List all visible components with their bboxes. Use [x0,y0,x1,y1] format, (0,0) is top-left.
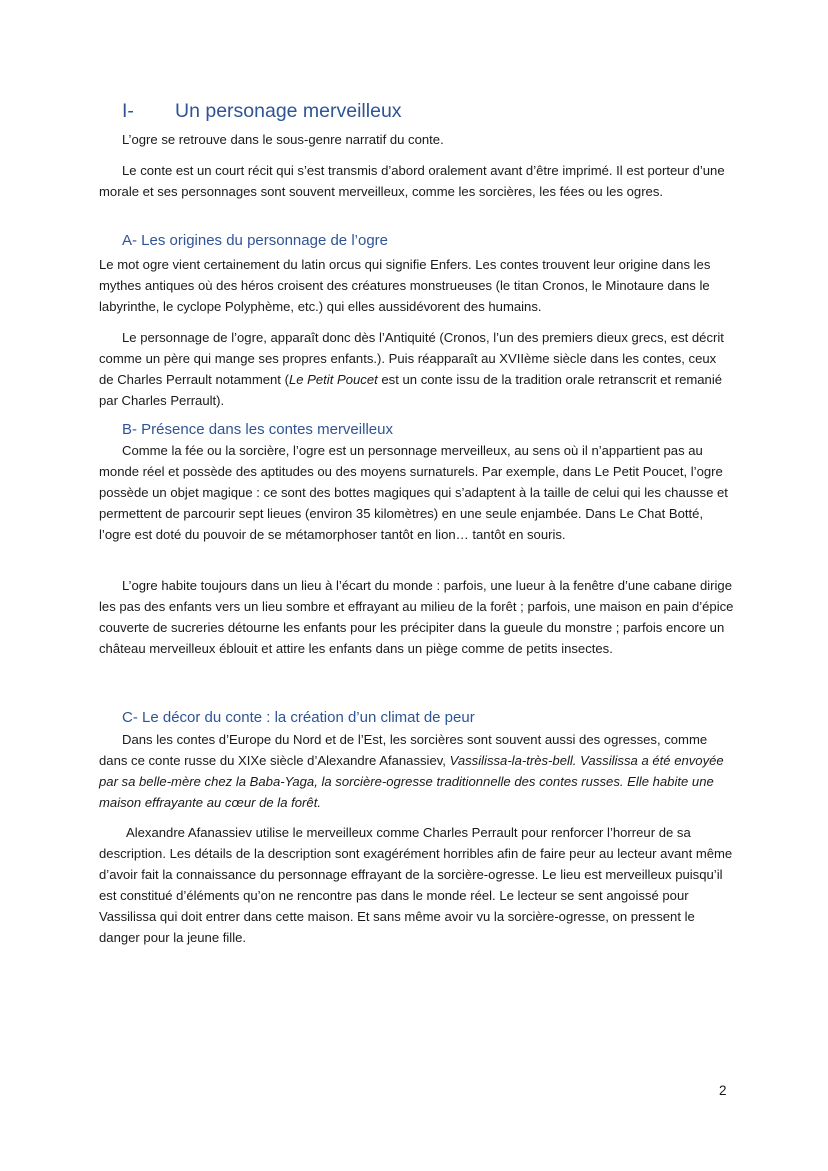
quote-emphasis: Vassilissa-la-très-bell. Vassilissa a été envoyée par sa belle-mère chez la Baba-Yaga, la sorcière-ogresse traditionnelle des contes russes. Elle habite une maison effrayante au cœur de la forêt. [99,753,724,810]
text-run: Le personnage de l’ogre, apparaît donc dès l’Antiquité (Cronos, l’un des premiers dieux grecs, est décrit comme un père qui mange ses propres enfants.). Puis réapparaît au XVIIème siècle dans les contes, ceux de Charles Perrault notamment ( [99,330,724,387]
paragraph-lieu: L’ogre habite toujours dans un lieu à l’écart du monde : parfois, une lueur à la fenêtre d’une cabane dirige les pas des enfants vers un lieu sombre et effrayant au milieu de la forêt ; parfois, une maison en pain d’épice couverte de sucreries détourne les enfants pour les précipiter dans la gueule du monstre ; parfois encore un château merveilleux éblouit et attire les enfants dans un piège comme de petits insectes. [99,578,734,656]
subheading-b: B- Présence dans les contes merveilleux [122,421,393,438]
paragraph-antiquite [99,327,734,411]
paragraph-afanassiev: Alexandre Afanassiev utilise le merveilleux comme Charles Perrault pour renforcer l’horreur de sa description. Les détails de la description sont exagérément horribles afin de faire peur au lecteur avant même d’avoir fait la connaissance du personnage effrayant de la sorcière-ogresse. Le lieu est merveilleux puisqu’il est constitué d’éléments qu’on ne rencontre pas dans le monde réel. Le lecteur se sent angoissé pour Vassilissa qui doit entrer dans cette maison. Et sans même avoir vu la sorcière-ogresse, on pressent le danger pour la jeune fille. [99,825,733,945]
paragraph-decor [99,729,734,813]
section-title: Un personage merveilleux [175,100,402,122]
paragraph-presence: Comme la fée ou la sorcière, l’ogre est un personnage merveilleux, au sens où il n’appartient pas au monde réel et possède des aptitudes ou des moyens surnaturels. Par exemple, dans Le Petit Poucet, l’ogre possède un objet magique : ce sont des bottes magiques qui s’adaptent à la taille de celui qui les chausse et permettent de parcourir sept lieues (environ 35 kilomètres) en une seule enjambée. Dans Le Chat Botté, l’ogre est doté du pouvoir de se métamorphoser tantôt en lion… tantôt en souris. [99,443,728,542]
paragraph-conte: Le conte est un court récit qui s’est transmis d’abord oralement avant d’être imprimé. Il est porteur d’une morale et ses personnages sont souvent merveilleux, comme les sorcières, les fées ou les ogres. [99,163,725,199]
section-number: I- [122,100,134,122]
title-emphasis: Le Petit Poucet [288,372,378,387]
page-number: 2 [719,1083,727,1098]
text-run: Dans les contes d’Europe du Nord et de l’Est, les sorcières sont souvent aussi des ogresses, comme dans ce conte russe du XIXe siècle d’Alexandre Afanassiev, [99,732,708,768]
subheading-a: A- Les origines du personnage de l’ogre [122,232,389,249]
text-run: est un conte issu de la tradition orale retranscrit et remanié par Charles Perrault). [99,372,723,408]
paragraph-origines: Le mot ogre vient certainement du latin orcus qui signifie Enfers. Les contes trouvent leur origine dans les mythes antiques où des héros croisent des créatures monstrueuses (le titan Cronos, le Minotaure dans le labyrinthe, le cyclope Polyphème, etc.) qui elles aussidévorent des humains. [99,257,711,314]
subheading-c: C- Le décor du conte : la création d’un climat de peur [122,709,475,726]
section-heading-1 [122,100,402,123]
section-intro: L’ogre se retrouve dans le sous-genre narratif du conte. [122,132,444,147]
